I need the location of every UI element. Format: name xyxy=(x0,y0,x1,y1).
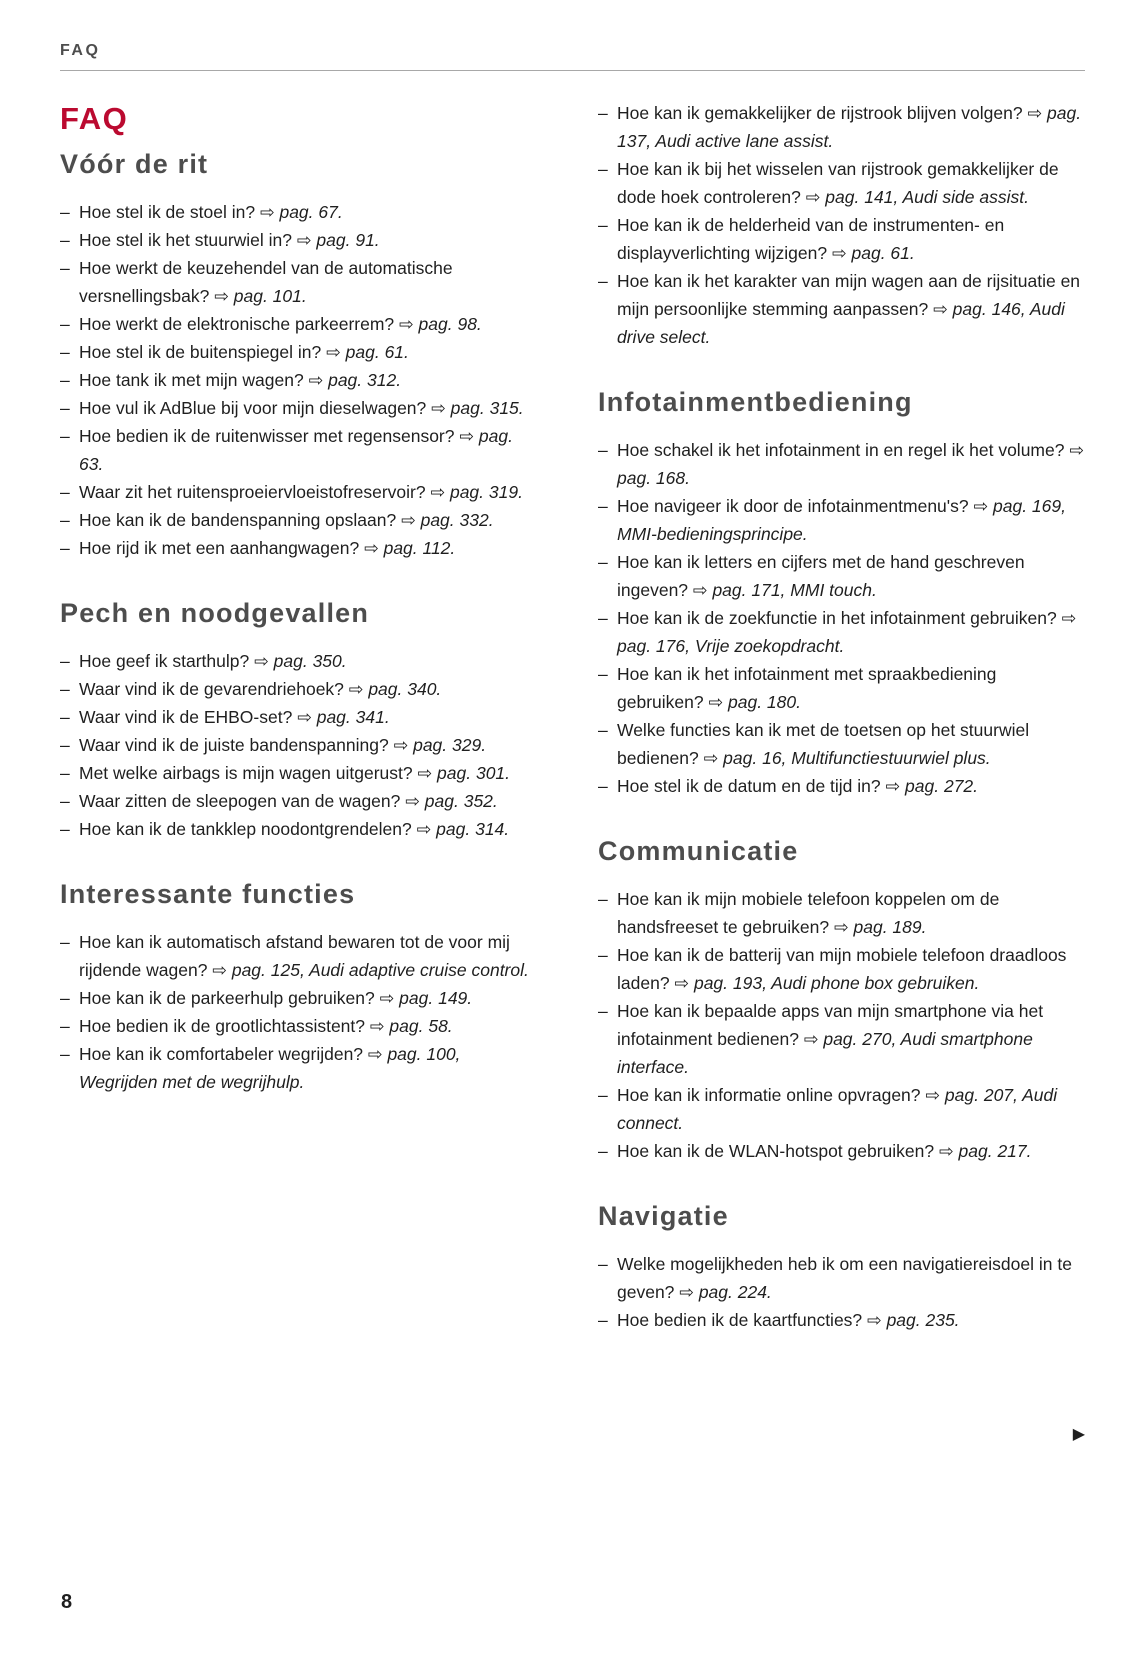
list-dash-marker: – xyxy=(60,510,70,530)
section-heading: Interessante functies xyxy=(60,879,356,909)
page-ref-arrow-icon: ⇨ xyxy=(259,202,275,222)
page-ref-arrow-icon: ⇨ xyxy=(692,580,708,600)
faq-item: – Hoe kan ik bij het wisselen van rijstrook gemakkelijker de dode hoek controleren? ⇨ pag. 141, Audi side assist. xyxy=(598,155,1085,211)
list-dash-marker: – xyxy=(60,1044,70,1064)
faq-item: – Waar vind ik de EHBO-set? ⇨ pag. 341. xyxy=(60,703,530,731)
list-dash-marker: – xyxy=(60,426,70,446)
faq-item: – Hoe schakel ik het infotainment in en regel ik het volume? ⇨ pag. 168. xyxy=(598,436,1085,492)
faq-item: – Hoe navigeer ik door de infotainmentmenu's? ⇨ pag. 169, MMI-bedieningsprincipe. xyxy=(598,492,1085,548)
faq-item: – Welke functies kan ik met de toetsen op het stuurwiel bedienen? ⇨ pag. 16, Multifunctiestuurwiel plus. xyxy=(598,716,1085,772)
list-dash-marker: – xyxy=(598,945,608,965)
page-ref: pag. 207, Audi connect. xyxy=(617,1085,1058,1133)
list-dash-marker: – xyxy=(598,1001,608,1021)
faq-list xyxy=(598,1250,1085,1334)
page-ref: pag. 98. xyxy=(413,314,482,334)
page-ref: pag. 350. xyxy=(268,651,347,671)
page-ref-arrow-icon: ⇨ xyxy=(214,286,229,306)
page-ref-arrow-icon: ⇨ xyxy=(833,917,849,937)
list-dash-marker: – xyxy=(60,651,70,671)
list-dash-marker: – xyxy=(598,720,608,740)
section-heading: Vóór de rit xyxy=(60,149,209,179)
page-ref: pag. 176, Vrije zoekopdracht. xyxy=(617,636,845,656)
list-dash-marker: – xyxy=(598,552,608,572)
list-dash-marker: – xyxy=(60,482,70,502)
page-ref: pag. 100, Wegrijden met de wegrijhulp. xyxy=(79,1044,461,1092)
list-dash-marker: – xyxy=(598,1254,608,1274)
continuation-arrow-icon: ▶ xyxy=(1072,1426,1085,1443)
list-dash-marker: – xyxy=(60,763,70,783)
faq-list xyxy=(598,99,1085,351)
page-ref-arrow-icon: ⇨ xyxy=(1027,103,1043,123)
faq-item: – Hoe kan ik de parkeerhulp gebruiken? ⇨ pag. 149. xyxy=(60,984,530,1012)
faq-item: – Hoe stel ik het stuurwiel in? ⇨ pag. 91. xyxy=(60,226,530,254)
faq-list xyxy=(598,885,1085,1165)
faq-item: – Waar zit het ruitensproeiervloeistofreservoir? ⇨ pag. 319. xyxy=(60,478,530,506)
page-ref: pag. 217. xyxy=(953,1141,1032,1161)
page-ref: pag. 112. xyxy=(378,538,456,558)
page-ref: pag. 149. xyxy=(394,988,473,1008)
list-dash-marker: – xyxy=(598,889,608,909)
page-ref-arrow-icon: ⇨ xyxy=(1069,440,1085,460)
list-dash-marker: – xyxy=(60,230,70,250)
page-ref-arrow-icon: ⇨ xyxy=(973,496,989,516)
page-ref-arrow-icon: ⇨ xyxy=(369,1016,385,1036)
faq-item: – Hoe kan ik comfortabeler wegrijden? ⇨ pag. 100, Wegrijden met de wegrijhulp. xyxy=(60,1040,530,1096)
page-ref-arrow-icon: ⇨ xyxy=(393,735,409,755)
faq-list xyxy=(60,928,530,1096)
page-ref-arrow-icon: ⇨ xyxy=(431,398,446,418)
page-ref-arrow-icon: ⇨ xyxy=(708,692,724,712)
list-dash-marker: – xyxy=(60,370,70,390)
list-dash-marker: – xyxy=(598,103,608,123)
faq-item: – Hoe kan ik letters en cijfers met de hand geschreven ingeven? ⇨ pag. 171, MMI touch. xyxy=(598,548,1085,604)
list-dash-marker: – xyxy=(598,440,608,460)
faq-item: – Hoe kan ik de bandenspanning opslaan? ⇨ pag. 332. xyxy=(60,506,530,534)
faq-item: – Hoe geef ik starthulp? ⇨ pag. 350. xyxy=(60,647,530,675)
faq-item: – Hoe kan ik de zoekfunctie in het infotainment gebruiken? ⇨ pag. 176, Vrije zoekopdracht. xyxy=(598,604,1085,660)
page-ref-arrow-icon: ⇨ xyxy=(254,651,269,671)
running-header: FAQ xyxy=(60,42,101,59)
faq-item: – Hoe stel ik de datum en de tijd in? ⇨ pag. 272. xyxy=(598,772,1085,800)
page-ref-arrow-icon: ⇨ xyxy=(405,791,420,811)
page-ref-arrow-icon: ⇨ xyxy=(296,230,312,250)
faq-item: – Hoe kan ik de batterij van mijn mobiele telefoon draadloos laden? ⇨ pag. 193, Audi phone box gebruiken. xyxy=(598,941,1085,997)
page-ref-arrow-icon: ⇨ xyxy=(831,243,847,263)
page-ref-arrow-icon: ⇨ xyxy=(867,1310,882,1330)
list-dash-marker: – xyxy=(60,819,70,839)
page-ref-arrow-icon: ⇨ xyxy=(430,482,446,502)
page-ref: pag. 312. xyxy=(323,370,402,390)
page-ref: pag. 58. xyxy=(384,1016,453,1036)
page-ref: pag. 235. xyxy=(881,1310,960,1330)
list-dash-marker: – xyxy=(60,258,70,278)
section-heading: Infotainmentbediening xyxy=(598,387,913,417)
page-ref: pag. 125, Audi adaptive cruise control. xyxy=(226,960,529,980)
section-heading: Communicatie xyxy=(598,836,799,866)
faq-item: – Hoe vul ik AdBlue bij voor mijn dieselwagen? ⇨ pag. 315. xyxy=(60,394,530,422)
list-dash-marker: – xyxy=(60,679,70,699)
page-ref-arrow-icon: ⇨ xyxy=(803,1029,819,1049)
page-ref-arrow-icon: ⇨ xyxy=(326,342,341,362)
page-ref: pag. 341. xyxy=(311,707,390,727)
page-ref: pag. 332. xyxy=(415,510,494,530)
page-ref: pag. 168. xyxy=(617,468,690,488)
page-ref: pag. 352. xyxy=(419,791,498,811)
page-ref: pag. 169, MMI-bedieningsprincipe. xyxy=(617,496,1066,544)
list-dash-marker: – xyxy=(598,664,608,684)
section-heading: Pech en noodgevallen xyxy=(60,598,370,628)
list-dash-marker: – xyxy=(60,398,70,418)
page-ref-arrow-icon: ⇨ xyxy=(885,776,901,796)
page-ref-arrow-icon: ⇨ xyxy=(348,679,364,699)
faq-item: – Hoe kan ik de WLAN-hotspot gebruiken? ⇨ pag. 217. xyxy=(598,1137,1085,1165)
page-ref: pag. 141, Audi side assist. xyxy=(820,187,1029,207)
page-ref: pag. 63. xyxy=(79,426,513,474)
page-ref: pag. 180. xyxy=(723,692,801,712)
list-dash-marker: – xyxy=(598,1310,608,1330)
page-ref: pag. 329. xyxy=(408,735,487,755)
page-ref: pag. 224. xyxy=(693,1282,772,1302)
faq-item: – Hoe kan ik informatie online opvragen? ⇨ pag. 207, Audi connect. xyxy=(598,1081,1085,1137)
list-dash-marker: – xyxy=(598,776,608,796)
page-ref-arrow-icon: ⇨ xyxy=(212,960,227,980)
list-dash-marker: – xyxy=(598,608,608,628)
page-ref: pag. 171, MMI touch. xyxy=(707,580,877,600)
header-rule xyxy=(60,70,1085,71)
faq-item: – Hoe stel ik de buitenspiegel in? ⇨ pag. 61. xyxy=(60,338,530,366)
page-ref: pag. 340. xyxy=(363,679,442,699)
page-ref-arrow-icon: ⇨ xyxy=(679,1282,694,1302)
faq-item: – Waar vind ik de juiste bandenspanning? ⇨ pag. 329. xyxy=(60,731,530,759)
faq-list xyxy=(60,198,530,562)
page-ref-arrow-icon: ⇨ xyxy=(297,707,312,727)
page-ref-arrow-icon: ⇨ xyxy=(674,973,690,993)
list-dash-marker: – xyxy=(60,988,70,1008)
page-ref-arrow-icon: ⇨ xyxy=(379,988,395,1008)
list-dash-marker: – xyxy=(598,1085,608,1105)
faq-item: – Hoe kan ik het karakter van mijn wagen aan de rijsituatie en mijn persoonlijke stemming aanpassen? ⇨ pag. 146, Audi drive select. xyxy=(598,267,1085,351)
faq-item: – Hoe tank ik met mijn wagen? ⇨ pag. 312. xyxy=(60,366,530,394)
faq-item: – Hoe kan ik de helderheid van de instrumenten- en displayverlichting wijzigen? ⇨ pag. 61. xyxy=(598,211,1085,267)
page-ref-arrow-icon: ⇨ xyxy=(416,819,432,839)
faq-item: – Hoe werkt de keuzehendel van de automatische versnellingsbak? ⇨ pag. 101. xyxy=(60,254,530,310)
list-dash-marker: – xyxy=(598,496,608,516)
list-dash-marker: – xyxy=(60,735,70,755)
page-ref-arrow-icon: ⇨ xyxy=(364,538,379,558)
page-ref: pag. 193, Audi phone box gebruiken. xyxy=(689,973,980,993)
content-columns xyxy=(60,99,1085,1334)
page-ref-arrow-icon: ⇨ xyxy=(459,426,475,446)
page-ref: pag. 146, Audi drive select. xyxy=(617,299,1065,347)
page-ref-arrow-icon: ⇨ xyxy=(703,748,719,768)
page-title: FAQ xyxy=(60,101,129,136)
list-dash-marker: – xyxy=(60,202,70,222)
page-ref: pag. 301. xyxy=(432,763,511,783)
faq-item: – Waar zitten de sleepogen van de wagen? ⇨ pag. 352. xyxy=(60,787,530,815)
faq-item: – Hoe kan ik de tankklep noodontgrendelen? ⇨ pag. 314. xyxy=(60,815,530,843)
list-dash-marker: – xyxy=(60,314,70,334)
page-ref: pag. 137, Audi active lane assist. xyxy=(617,103,1082,151)
faq-item: – Hoe kan ik mijn mobiele telefoon koppelen om de handsfreeset te gebruiken? ⇨ pag. 189. xyxy=(598,885,1085,941)
faq-item: – Met welke airbags is mijn wagen uitgerust? ⇨ pag. 301. xyxy=(60,759,530,787)
faq-list xyxy=(60,647,530,843)
faq-item: – Hoe stel ik de stoel in? ⇨ pag. 67. xyxy=(60,198,530,226)
faq-item: – Hoe kan ik automatisch afstand bewaren tot de voor mij rijdende wagen? ⇨ pag. 125, Audi adaptive cruise control. xyxy=(60,928,530,984)
faq-item: – Hoe kan ik het infotainment met spraakbediening gebruiken? ⇨ pag. 180. xyxy=(598,660,1085,716)
page-ref: pag. 314. xyxy=(431,819,510,839)
page-ref-arrow-icon: ⇨ xyxy=(367,1044,383,1064)
faq-item: – Hoe bedien ik de grootlichtassistent? ⇨ pag. 58. xyxy=(60,1012,530,1040)
list-dash-marker: – xyxy=(60,538,70,558)
page-ref-arrow-icon: ⇨ xyxy=(938,1141,954,1161)
page-ref: pag. 67. xyxy=(274,202,343,222)
page-number: 8 xyxy=(61,1591,73,1613)
page-ref: pag. 270, Audi smartphone interface. xyxy=(617,1029,1033,1077)
page-ref: pag. 61. xyxy=(340,342,409,362)
page-ref: pag. 319. xyxy=(445,482,523,502)
page-ref: pag. 272. xyxy=(900,776,979,796)
section-heading: Navigatie xyxy=(598,1201,729,1231)
list-dash-marker: – xyxy=(60,342,70,362)
column-left xyxy=(60,99,530,1334)
column-right xyxy=(598,99,1085,1334)
faq-item: – Hoe kan ik bepaalde apps van mijn smartphone via het infotainment bedienen? ⇨ pag. 270, Audi smartphone interface. xyxy=(598,997,1085,1081)
faq-item: – Hoe bedien ik de ruitenwisser met regensensor? ⇨ pag. 63. xyxy=(60,422,530,478)
page-ref: pag. 91. xyxy=(311,230,380,250)
page-ref-arrow-icon: ⇨ xyxy=(933,299,948,319)
page-ref-arrow-icon: ⇨ xyxy=(308,370,324,390)
page-ref: pag. 61. xyxy=(846,243,915,263)
page-ref: pag. 101. xyxy=(228,286,307,306)
list-dash-marker: – xyxy=(60,932,70,952)
faq-list xyxy=(598,436,1085,800)
page-ref-arrow-icon: ⇨ xyxy=(399,314,414,334)
faq-item: – Hoe rijd ik met een aanhangwagen? ⇨ pag. 112. xyxy=(60,534,530,562)
list-dash-marker: – xyxy=(60,791,70,811)
list-dash-marker: – xyxy=(60,1016,70,1036)
faq-item: – Welke mogelijkheden heb ik om een navigatiereisdoel in te geven? ⇨ pag. 224. xyxy=(598,1250,1085,1306)
faq-item: – Hoe werkt de elektronische parkeerrem? ⇨ pag. 98. xyxy=(60,310,530,338)
page-ref: pag. 16, Multifunctiestuurwiel plus. xyxy=(718,748,991,768)
list-dash-marker: – xyxy=(598,159,608,179)
page-ref-arrow-icon: ⇨ xyxy=(401,510,416,530)
list-dash-marker: – xyxy=(598,271,608,291)
page-ref-arrow-icon: ⇨ xyxy=(1061,608,1077,628)
page-ref-arrow-icon: ⇨ xyxy=(417,763,433,783)
page-ref-arrow-icon: ⇨ xyxy=(925,1085,941,1105)
faq-item: – Waar vind ik de gevarendriehoek? ⇨ pag. 340. xyxy=(60,675,530,703)
list-dash-marker: – xyxy=(60,707,70,727)
list-dash-marker: – xyxy=(598,215,608,235)
list-dash-marker: – xyxy=(598,1141,608,1161)
page-ref: pag. 315. xyxy=(445,398,524,418)
faq-item: – Hoe bedien ik de kaartfuncties? ⇨ pag. 235. xyxy=(598,1306,1085,1334)
page-ref-arrow-icon: ⇨ xyxy=(805,187,821,207)
page-ref: pag. 189. xyxy=(848,917,927,937)
faq-item: – Hoe kan ik gemakkelijker de rijstrook blijven volgen? ⇨ pag. 137, Audi active lane assist. xyxy=(598,99,1085,155)
